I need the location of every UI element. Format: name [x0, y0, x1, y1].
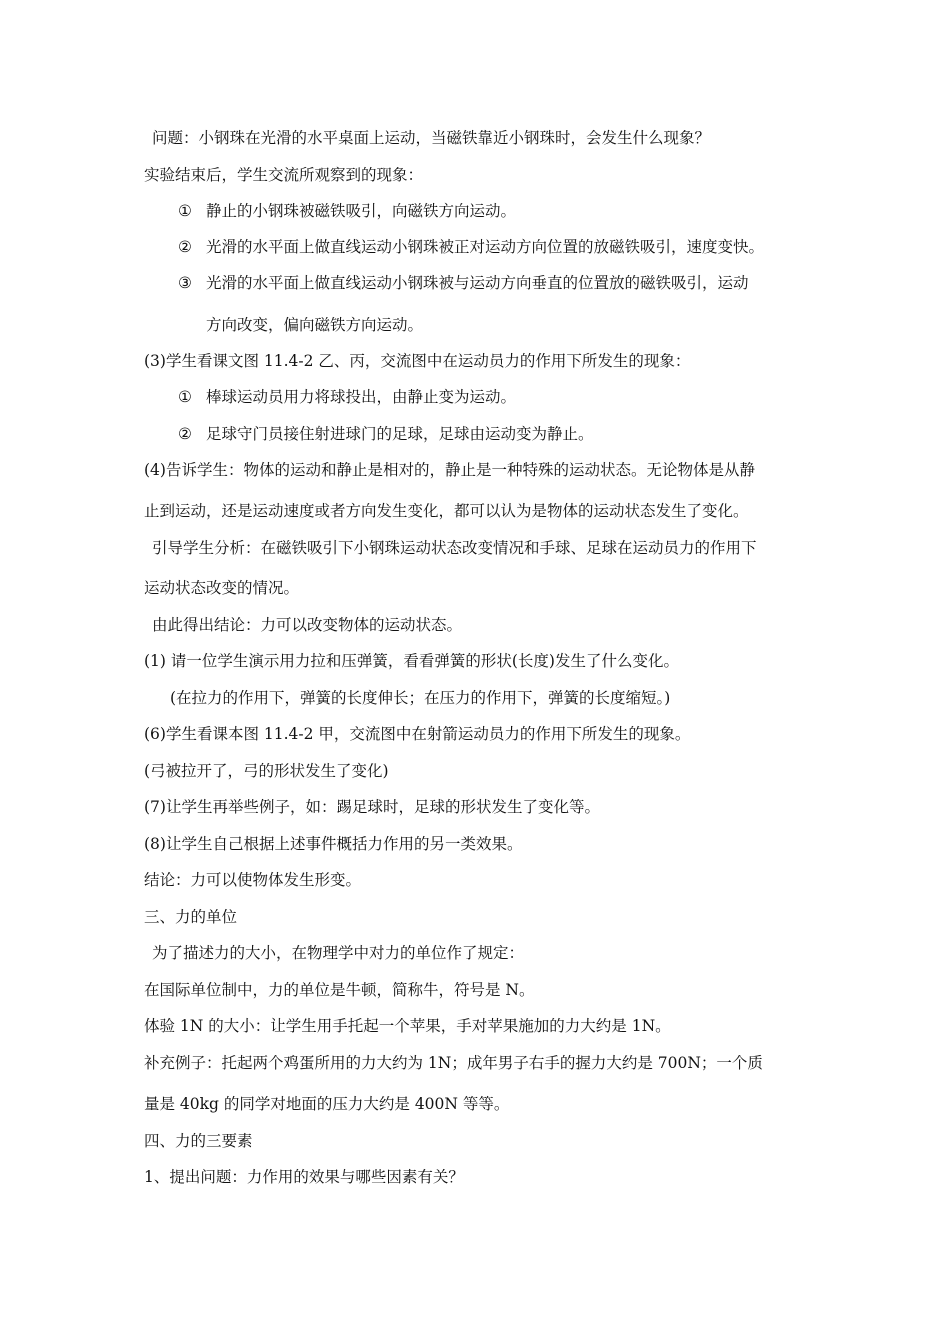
list-marker: ①: [178, 202, 192, 220]
list-item: [178, 273, 749, 293]
list-item: [178, 237, 764, 257]
list-item-text: 光滑的水平面上做直线运动小钢珠被正对运动方向位置的放磁铁吸引，速度变快。: [206, 238, 765, 256]
paragraph-line: 实验结束后，学生交流所观察到的现象：: [144, 166, 424, 184]
list-item-continuation: 方向改变，偏向磁铁方向运动。: [206, 316, 424, 334]
list-marker: ②: [178, 425, 192, 443]
section-heading: 四、力的三要素: [144, 1132, 253, 1150]
list-marker: ③: [178, 274, 192, 292]
paragraph-line: (4)告诉学生：物体的运动和静止是相对的，静止是一种特殊的运动状态。无论物体是从静: [144, 461, 755, 479]
paragraph-line: 引导学生分析：在磁铁吸引下小钢珠运动状态改变情况和手球、足球在运动员力的作用下: [152, 539, 757, 557]
section-heading: 三、力的单位: [144, 908, 238, 926]
paragraph-line: 在国际单位制中，力的单位是牛顿，简称牛，符号是 N。: [144, 981, 535, 999]
list-item-text: 光滑的水平面上做直线运动小钢珠被与运动方向垂直的位置放的磁铁吸引，运动: [206, 274, 749, 292]
paragraph-line: 运动状态改变的情况。: [144, 579, 300, 597]
paragraph-line: 体验 1N 的大小：让学生用手托起一个苹果，手对苹果施加的力大约是 1N。: [144, 1017, 671, 1035]
list-item: [178, 424, 594, 444]
paragraph-line: 补充例子：托起两个鸡蛋所用的力大约为 1N；成年男子右手的握力大约是 700N；一个质: [144, 1054, 763, 1072]
list-item-text: 棒球运动员用力将球投出，由静止变为运动。: [206, 388, 517, 406]
paragraph-line: (1) 请一位学生演示用力拉和压弹簧，看看弹簧的形状(长度)发生了什么变化。: [144, 652, 679, 670]
paragraph-line: 止到运动，还是运动速度或者方向发生变化，都可以认为是物体的运动状态发生了变化。: [144, 502, 749, 520]
list-item: [178, 387, 516, 407]
paragraph-line: 1、提出问题：力作用的效果与哪些因素有关？: [144, 1168, 464, 1186]
paragraph-line: (7)让学生再举些例子，如：踢足球时，足球的形状发生了变化等。: [144, 798, 600, 816]
paragraph-line: 量是 40kg 的同学对地面的压力大约是 400N 等等。: [144, 1095, 510, 1113]
paragraph-line: 为了描述力的大小，在物理学中对力的单位作了规定：: [152, 944, 525, 962]
paragraph-line: (6)学生看课本图 11.4-2 甲，交流图中在射箭运动员力的作用下所发生的现象。: [144, 725, 691, 743]
list-item: [178, 201, 516, 221]
list-item-text: 静止的小钢珠被磁铁吸引，向磁铁方向运动。: [206, 202, 517, 220]
paragraph-line: 由此得出结论：力可以改变物体的运动状态。: [152, 616, 463, 634]
paragraph-line: (在拉力的作用下，弹簧的长度伸长；在压力的作用下，弹簧的长度缩短。): [170, 689, 671, 707]
paragraph-line: (3)学生看课文图 11.4-2 乙、丙，交流图中在运动员力的作用下所发生的现象：: [144, 352, 691, 370]
list-marker: ①: [178, 388, 192, 406]
paragraph-line: (8)让学生自己根据上述事件概括力作用的另一类效果。: [144, 835, 523, 853]
conclusion-line: 结论：力可以使物体发生形变。: [144, 871, 362, 889]
list-marker: ②: [178, 238, 192, 256]
question-line: 问题：小钢珠在光滑的水平桌面上运动，当磁铁靠近小钢珠时，会发生什么现象？: [152, 129, 711, 147]
paragraph-line: (弓被拉开了，弓的形状发生了变化): [144, 762, 389, 780]
list-item-text: 足球守门员接住射进球门的足球，足球由运动变为静止。: [206, 425, 594, 443]
